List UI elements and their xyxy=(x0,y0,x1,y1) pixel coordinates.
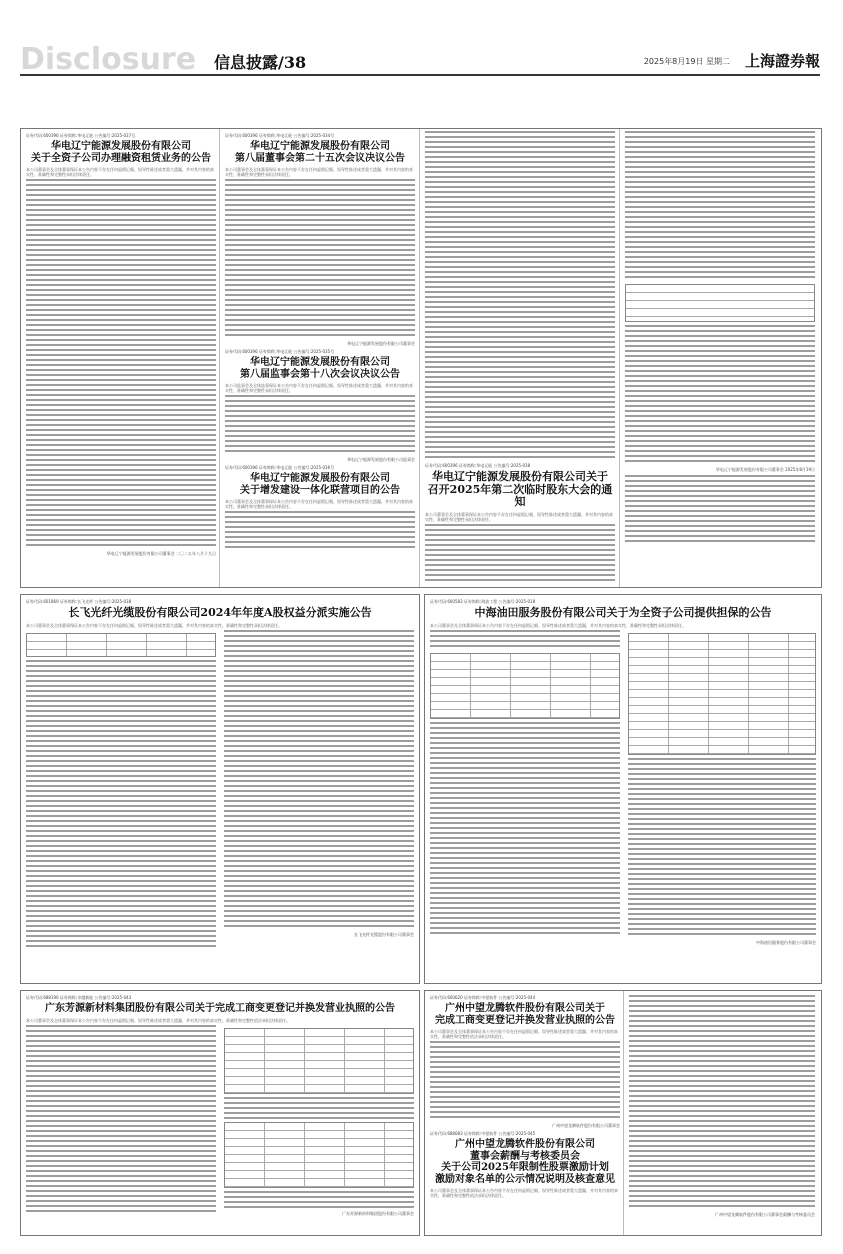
notice-zwsoft-license xyxy=(430,995,620,1129)
notice-financing-lease xyxy=(26,131,216,583)
notice-title: 华电辽宁能源发展股份有限公司 第八届董事会第二十五次会议决议公告 xyxy=(235,141,405,164)
notice-supervisor-resolution xyxy=(225,349,415,463)
notice-title: 广州中望龙腾软件股份有限公司 董事会薪酬与考核委员会 关于公司2025年限制性股票激励计划 激励对象名单的公示情况说明及核查意见 xyxy=(435,1139,615,1185)
continued-body-text xyxy=(625,325,815,465)
notice-statement: 本公司董事会及全体董事保证本公告内容不存在任何虚假记载、误导性陈述或者重大遗漏，并对其内容的真实性、准确性和完整性承担法律责任。 xyxy=(26,167,214,177)
notice-signature: 广州中望龙腾软件股份有限公司董事会 xyxy=(552,1123,620,1128)
section-title-en: Disclosure xyxy=(20,42,197,77)
notice-title: 华电辽宁能源发展股份有限公司 第八届监事会第十八次会议决议公告 xyxy=(240,357,400,380)
meeting-info-table xyxy=(625,284,815,322)
notice-code: 证券代码:600396 证券简称:华电辽能 公告编号:2025-037号 xyxy=(26,133,136,138)
newspaper-brand: 上海證券報 xyxy=(744,52,820,70)
huadian-announcement-block xyxy=(20,128,822,588)
notice-guarantee xyxy=(430,597,816,979)
notice-body-text xyxy=(425,524,615,583)
notice-code: 证券代码:600620 证券简称:中望软件 公告编号:2025-044 xyxy=(430,995,536,1000)
notice-board-resolution xyxy=(225,133,415,347)
notice-body-text xyxy=(430,1041,620,1121)
notice-signature: 中海油田服务股份有限公司董事会 xyxy=(756,939,816,945)
notice-shareholder-meeting xyxy=(425,463,615,583)
notice-body-text xyxy=(430,630,620,650)
zwsoft-right-column xyxy=(629,995,815,1231)
share-capital-table xyxy=(224,1122,414,1188)
fangyuan-license-block xyxy=(20,990,420,1236)
notice-body-text xyxy=(225,179,415,339)
notice-integrated-project xyxy=(225,465,415,551)
notice-title: 广东芳源新材料集团股份有限公司关于完成工商变更登记并换发营业执照的公告 xyxy=(45,1003,395,1014)
notice-statement: 本公司董事会及全体董事保证本公告内容不存在任何虚假记载、误导性陈述或者重大遗漏，并对其内容的真实性、准确性和完整性承担法律责任。 xyxy=(425,511,613,522)
guarantee-summary-table xyxy=(430,653,620,719)
notice-signature: 华电辽宁能源发展股份有限公司董事会 二〇二五年八月十九日 xyxy=(106,551,216,556)
notice-code: 证券代码:600396 证券简称:华电辽能 公告编号:2025-034号 xyxy=(225,133,335,138)
continued-body-text xyxy=(625,131,815,281)
zwsoft-left-column xyxy=(430,993,620,1231)
continued-body-text xyxy=(425,131,615,461)
notice-signature: 华电辽宁能源发展股份有限公司董事会 xyxy=(347,341,415,346)
issue-date: 2025年8月19日 星期二 xyxy=(643,57,730,66)
notice-code: 证券代码:600396 证券简称:华电辽能 公告编号:2025-038 xyxy=(425,463,531,468)
notice-body-text xyxy=(430,722,620,937)
notice-statement: 本公司董事会及全体董事保证本公告内容不存在任何虚假记载、误导性陈述或者重大遗漏，并对其内容的真实性、准确性和完整性承担法律责任。 xyxy=(430,622,686,628)
notice-statement: 本公司董事会及全体董事保证本公告内容不存在任何虚假记载、误导性陈述或者重大遗漏，并对其内容的真实性、准确性和完整性承担法律责任。 xyxy=(26,622,282,628)
notice-statement: 本公司董事会及全体董事保证本公告内容不存在任何虚假记载、误导性陈述或者重大遗漏，并对其内容的真实性、准确性和完整性承担法律责任。 xyxy=(225,499,413,509)
registration-change-table xyxy=(224,1028,414,1094)
notice-statement: 本公司董事会及全体董事保证本公告内容不存在任何虚假记载、误导性陈述或者重大遗漏，并对其内容的真实性、准确性和完整性依法承担法律责任。 xyxy=(26,1017,290,1023)
huadian-third-column xyxy=(425,131,615,583)
notice-code: 证券代码:600396 证券简称:华电辽能 公告编号:2025-035号 xyxy=(225,349,335,354)
notice-statement: 本公司董事会及全体董事保证本公告内容不存在任何虚假记载、误导性陈述或者重大遗漏，并对其内容的真实性、准确性和完整性依法承担法律责任。 xyxy=(430,1188,618,1198)
notice-body-text xyxy=(629,995,815,1210)
notice-code: 证券代码:600396 证券简称:华电辽能 公告编号:2025-036号 xyxy=(225,465,335,470)
section-title-cn: 信息披露/38 xyxy=(214,53,307,72)
huadian-middle-column xyxy=(225,131,415,583)
notice-body-text xyxy=(224,630,414,930)
notice-fangyuan-license xyxy=(26,993,414,1231)
notice-statement: 本公司董事会及全体董事保证本公告内容不存在任何虚假记载、误导性陈述或者重大遗漏，并对其内容的真实性、准确性和完整性依法承担法律责任。 xyxy=(430,1029,618,1039)
notice-signature: 广州中望龙腾软件股份有限公司董事会薪酬与考核委员会 xyxy=(715,1212,815,1217)
notice-signature: 华电辽宁能源发展股份有限公司监事会 xyxy=(347,457,415,462)
notice-dividend xyxy=(26,597,414,979)
notice-signature: 华电辽宁能源发展股份有限公司董事会 2025年8月19日 xyxy=(715,467,815,472)
notice-body-text xyxy=(26,1025,216,1213)
page-header xyxy=(20,42,820,77)
cosl-guarantee-block xyxy=(424,594,822,984)
notice-code: 证券代码:688196 证券简称:卓越新能 公告编号:2025-043 xyxy=(26,995,132,1000)
proxy-form-text xyxy=(625,475,815,545)
notice-zwsoft-incentive xyxy=(430,1131,620,1198)
notice-code: 证券代码:688083 证券简称:中望软件 公告编号:2025-045 xyxy=(430,1131,536,1136)
notice-title: 华电辽宁能源发展股份有限公司 关于全资子公司办理融资租赁业务的公告 xyxy=(31,141,211,164)
notice-body-text xyxy=(224,1097,414,1119)
notice-body-text xyxy=(225,511,415,551)
notice-body-text xyxy=(628,758,816,938)
dividend-table xyxy=(26,633,216,657)
notice-body-text xyxy=(26,660,216,950)
notice-code: 证券代码:601869 证券简称:长飞光纤 公告编号:2025-038 xyxy=(26,599,132,604)
zwsoft-block xyxy=(424,990,822,1236)
notice-title: 长飞光纤光缆股份有限公司2024年年度A股权益分派实施公告 xyxy=(68,606,372,619)
notice-title: 中海油田服务股份有限公司关于为全资子公司提供担保的公告 xyxy=(474,606,772,619)
notice-title: 华电辽宁能源发展股份有限公司关于 召开2025年第二次临时股东大会的通知 xyxy=(427,470,613,509)
notice-title: 广州中望龙腾软件股份有限公司关于 完成工商变更登记并换发营业执照的公告 xyxy=(435,1003,615,1026)
notice-title: 华电辽宁能源发展股份有限公司 关于增发建设一体化联营项目的公告 xyxy=(240,473,400,496)
huadian-fourth-column xyxy=(625,131,815,583)
notice-body-text xyxy=(26,179,216,549)
subsidiary-finance-table xyxy=(628,633,816,755)
notice-signature: 广东芳源新材料集团股份有限公司董事会 xyxy=(342,1210,414,1216)
notice-statement: 本公司监事会及全体监事保证本公告内容不存在任何虚假记载、误导性陈述或者重大遗漏，并对其内容的真实性、准确性和完整性承担法律责任。 xyxy=(225,383,413,393)
notice-body-text xyxy=(225,395,415,455)
notice-signature: 长飞光纤光缆股份有限公司董事会 xyxy=(354,931,414,937)
notice-body-text xyxy=(224,1191,414,1209)
notice-code: 证券代码:600583 证券简称:海油工程 公告编号:2025-018 xyxy=(430,599,536,604)
notice-statement: 本公司董事会及全体董事保证本公告内容不存在任何虚假记载、误导性陈述或者重大遗漏，并对其内容的真实性、准确性和完整性承担法律责任。 xyxy=(225,167,413,177)
yofc-dividend-block xyxy=(20,594,420,984)
